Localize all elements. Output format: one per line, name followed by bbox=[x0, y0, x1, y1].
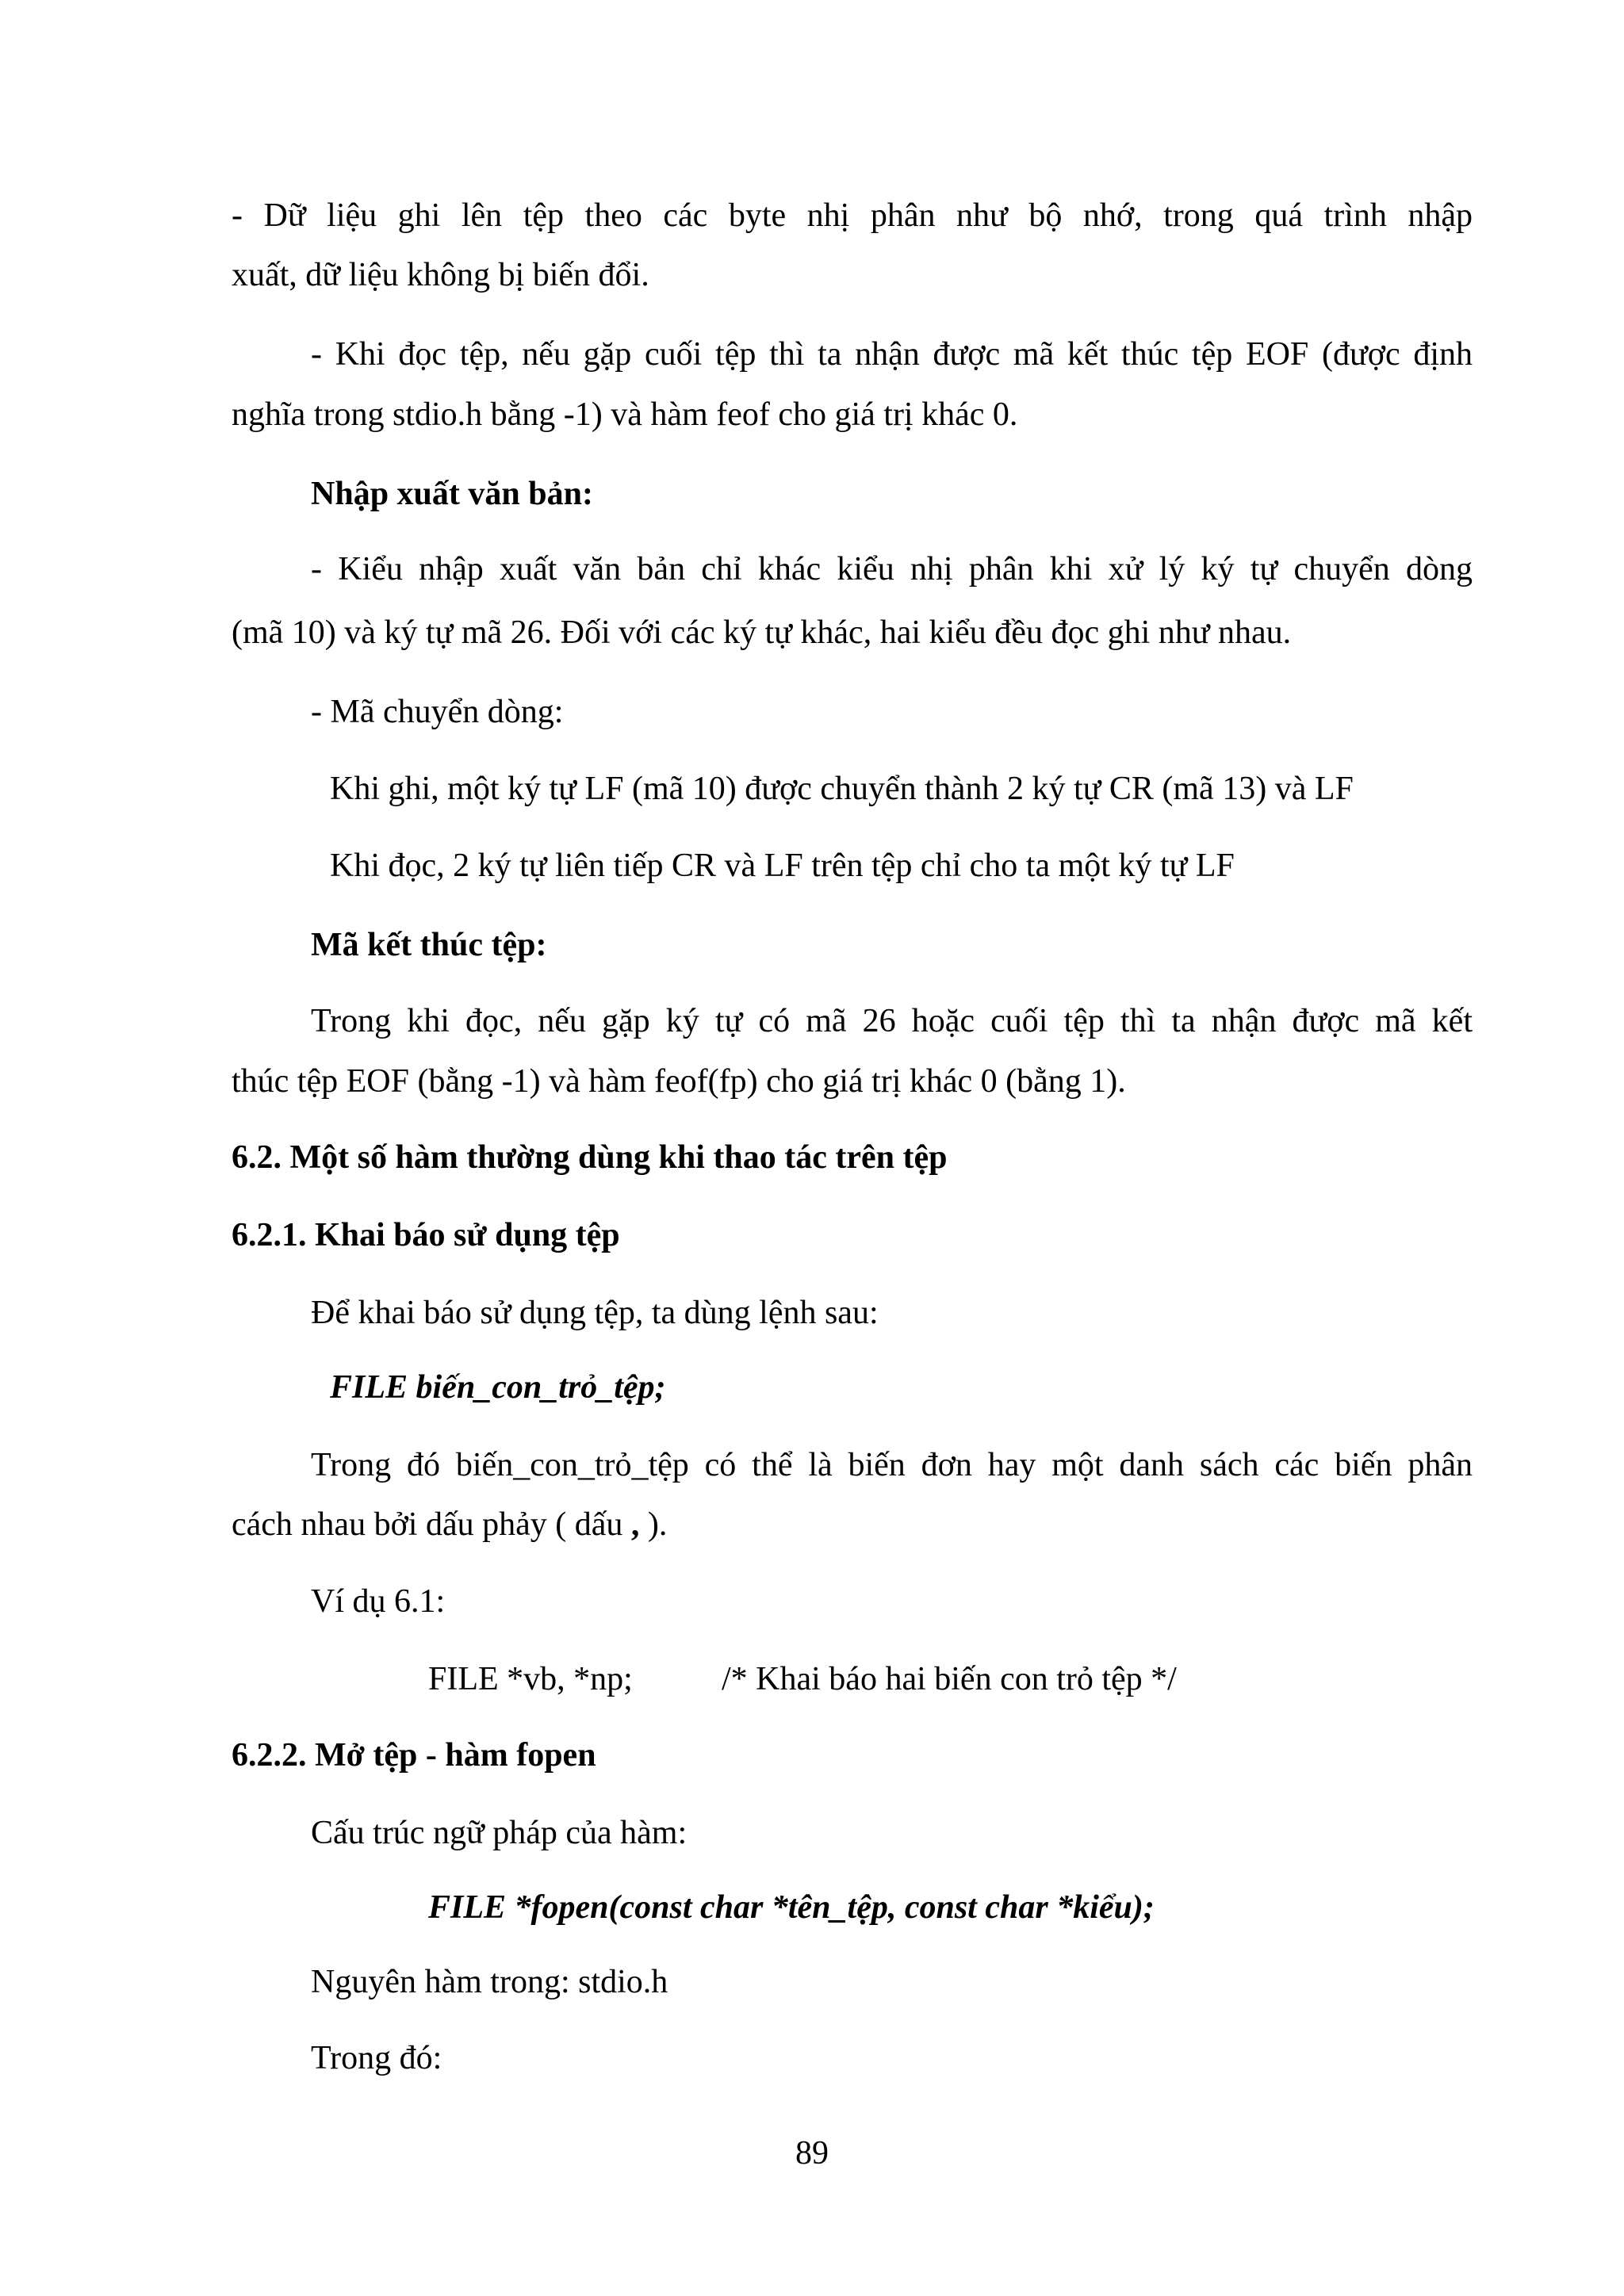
paragraph-variable-list-line1: Trong đó biến_con_trỏ_tệp có thể là biến đơn hay một danh sách các biến phân bbox=[311, 1447, 1473, 1483]
paragraph-eof-reading-line2: thúc tệp EOF (bằng -1) và hàm feof(fp) cho giá trị khác 0 (bằng 1). bbox=[232, 1063, 1126, 1100]
section-heading-6-2-1: 6.2.1. Khai báo sử dụng tệp bbox=[232, 1217, 620, 1253]
text-segment: cách nhau bởi dấu phảy ( dấu bbox=[232, 1506, 631, 1543]
paragraph-syntax-intro: Cấu trúc ngữ pháp của hàm: bbox=[311, 1815, 688, 1851]
example-label: Ví dụ 6.1: bbox=[311, 1583, 446, 1620]
paragraph-where: Trong đó: bbox=[311, 2040, 442, 2076]
paragraph-text-mode-line1: - Kiểu nhập xuất văn bản chỉ khác kiểu nhị phân khi xử lý ký tự chuyển dòng bbox=[311, 551, 1473, 587]
section-heading-6-2: 6.2. Một số hàm thường dùng khi thao tác trên tệp bbox=[232, 1139, 948, 1176]
paragraph-write-lf: Khi ghi, một ký tự LF (mã 10) được chuyển thành 2 ký tự CR (mã 13) và LF bbox=[330, 771, 1354, 807]
syntax-file-declaration: FILE biến_con_trỏ_tệp; bbox=[330, 1369, 666, 1406]
paragraph-eof-line1: - Khi đọc tệp, nếu gặp cuối tệp thì ta nhận được mã kết thúc tệp EOF (được định bbox=[311, 336, 1473, 373]
paragraph-read-crlf: Khi đọc, 2 ký tự liên tiếp CR và LF trên tệp chỉ cho ta một ký tự LF bbox=[330, 848, 1235, 884]
example-code: FILE *vb, *np; bbox=[428, 1661, 633, 1697]
section-heading-6-2-2: 6.2.2. Mở tệp - hàm fopen bbox=[232, 1737, 596, 1774]
paragraph-binary-data-line2: xuất, dữ liệu không bị biến đổi. bbox=[232, 257, 649, 293]
paragraph-eof-line2: nghĩa trong stdio.h bằng -1) và hàm feof cho giá trị khác 0. bbox=[232, 396, 1018, 433]
heading-text-io: Nhập xuất văn bản: bbox=[311, 476, 593, 512]
example-code-line bbox=[428, 1657, 1380, 1701]
text-segment: ). bbox=[639, 1506, 668, 1543]
paragraph-newline-code: - Mã chuyển dòng: bbox=[311, 694, 564, 730]
page-number: 89 bbox=[795, 2135, 829, 2172]
paragraph-declare-file: Để khai báo sử dụng tệp, ta dùng lệnh sau: bbox=[311, 1295, 879, 1331]
paragraph-variable-list-line2 bbox=[232, 1502, 1473, 1547]
syntax-fopen: FILE *fopen(const char *tên_tệp, const char *kiểu); bbox=[428, 1889, 1155, 1926]
example-comment: /* Khai báo hai biến con trỏ tệp */ bbox=[722, 1661, 1177, 1697]
paragraph-prototype-header: Nguyên hàm trong: stdio.h bbox=[311, 1964, 668, 2000]
paragraph-eof-reading-line1: Trong khi đọc, nếu gặp ký tự có mã 26 hoặc cuối tệp thì ta nhận được mã kết bbox=[311, 1003, 1473, 1039]
heading-eof: Mã kết thúc tệp: bbox=[311, 927, 547, 963]
paragraph-binary-data-line1: - Dữ liệu ghi lên tệp theo các byte nhị phân như bộ nhớ, trong quá trình nhập bbox=[232, 197, 1473, 234]
paragraph-text-mode-line2: (mã 10) và ký tự mã 26. Đối với các ký tự khác, hai kiểu đều đọc ghi như nhau. bbox=[232, 614, 1292, 651]
comma-symbol: , bbox=[630, 1506, 640, 1543]
